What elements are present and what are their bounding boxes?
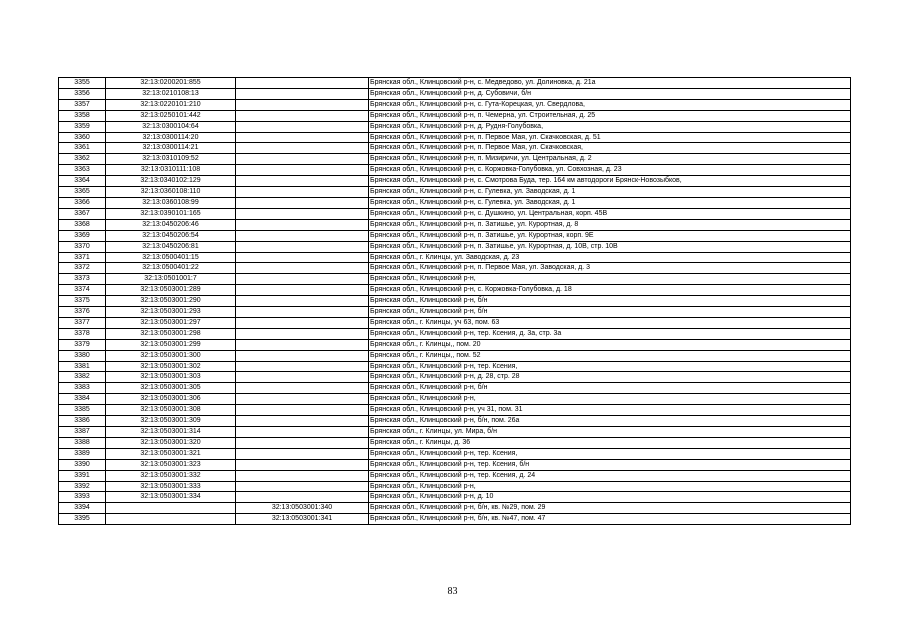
table-row [59, 317, 851, 328]
address-cell: Брянская обл., Клинцовский р-н, с. Коржовка-Голубовка, д. 18 [369, 285, 851, 296]
table-row [59, 383, 851, 394]
cadastral-number-cell: 32:13:0503001:299 [106, 339, 236, 350]
row-number-cell: 3361 [59, 143, 106, 154]
address-cell: Брянская обл., Клинцовский р-н, тер. Ксения, [369, 448, 851, 459]
address-cell: Брянская обл., Клинцовский р-н, п. Затишье, ул. Курортная, д. 8 [369, 219, 851, 230]
cadastral-number-cell: 32:13:0200201:855 [106, 78, 236, 89]
row-number-cell: 3365 [59, 187, 106, 198]
row-number-cell: 3393 [59, 492, 106, 503]
table-body [59, 78, 851, 525]
table-row [59, 514, 851, 525]
table-row [59, 285, 851, 296]
cadastral-number-cell: 32:13:0340102:129 [106, 176, 236, 187]
table-row [59, 197, 851, 208]
related-cadastral-number-cell [236, 285, 369, 296]
related-cadastral-number-cell [236, 165, 369, 176]
table-row [59, 448, 851, 459]
table-row [59, 459, 851, 470]
related-cadastral-number-cell [236, 339, 369, 350]
row-number-cell: 3364 [59, 176, 106, 187]
cadastral-number-cell: 32:13:0503001:300 [106, 350, 236, 361]
table-row [59, 263, 851, 274]
cadastral-number-cell: 32:13:0500401:22 [106, 263, 236, 274]
address-cell: Брянская обл., г. Клинцы, ул. Мира, б/н [369, 427, 851, 438]
row-number-cell: 3390 [59, 459, 106, 470]
cadastral-number-cell: 32:13:0503001:290 [106, 296, 236, 307]
related-cadastral-number-cell [236, 394, 369, 405]
row-number-cell: 3371 [59, 252, 106, 263]
table-row [59, 208, 851, 219]
table-row [59, 361, 851, 372]
table-row [59, 143, 851, 154]
related-cadastral-number-cell [236, 274, 369, 285]
table-row [59, 350, 851, 361]
related-cadastral-number-cell [236, 143, 369, 154]
table-row [59, 121, 851, 132]
row-number-cell: 3381 [59, 361, 106, 372]
address-cell: Брянская обл., Клинцовский р-н, п. Чемерна, ул. Строительная, д. 25 [369, 110, 851, 121]
row-number-cell: 3376 [59, 307, 106, 318]
row-number-cell: 3385 [59, 405, 106, 416]
row-number-cell: 3372 [59, 263, 106, 274]
related-cadastral-number-cell [236, 448, 369, 459]
cadastral-number-cell: 32:13:0503001:306 [106, 394, 236, 405]
cadastral-number-cell: 32:13:0503001:305 [106, 383, 236, 394]
related-cadastral-number-cell [236, 99, 369, 110]
address-cell: Брянская обл., Клинцовский р-н, с. Медведово, ул. Долиновка, д. 21а [369, 78, 851, 89]
related-cadastral-number-cell [236, 230, 369, 241]
row-number-cell: 3357 [59, 99, 106, 110]
table-row [59, 339, 851, 350]
address-cell: Брянская обл., Клинцовский р-н, п. Первое Мая, ул. Заводская, д. 3 [369, 263, 851, 274]
related-cadastral-number-cell [236, 307, 369, 318]
cadastral-number-cell: 32:13:0310109:52 [106, 154, 236, 165]
table-row [59, 296, 851, 307]
table-row [59, 252, 851, 263]
table-row [59, 99, 851, 110]
cadastral-number-cell: 32:13:0500401:15 [106, 252, 236, 263]
table-row [59, 230, 851, 241]
address-cell: Брянская обл., Клинцовский р-н, б/н, кв. №29, пом. 29 [369, 503, 851, 514]
cadastral-number-cell: 32:13:0503001:297 [106, 317, 236, 328]
address-cell: Брянская обл., Клинцовский р-н, с. Смотрова Буда, тер. 164 км автодороги Брянск-Новозыбков, [369, 176, 851, 187]
row-number-cell: 3382 [59, 372, 106, 383]
related-cadastral-number-cell [236, 383, 369, 394]
cadastral-number-cell: 32:13:0390101:165 [106, 208, 236, 219]
address-cell: Брянская обл., г. Клинцы, уч 63, пом. 63 [369, 317, 851, 328]
row-number-cell: 3363 [59, 165, 106, 176]
related-cadastral-number-cell [236, 187, 369, 198]
cadastral-number-cell: 32:13:0360108:99 [106, 197, 236, 208]
related-cadastral-number-cell [236, 121, 369, 132]
related-cadastral-number-cell [236, 78, 369, 89]
cadastral-number-cell: 32:13:0503001:289 [106, 285, 236, 296]
row-number-cell: 3395 [59, 514, 106, 525]
property-table [58, 77, 851, 525]
table-row [59, 219, 851, 230]
row-number-cell: 3355 [59, 78, 106, 89]
cadastral-number-cell: 32:13:0210108:13 [106, 88, 236, 99]
address-cell: Брянская обл., Клинцовский р-н, д. 28, стр. 28 [369, 372, 851, 383]
address-cell: Брянская обл., Клинцовский р-н, тер. Ксения, [369, 361, 851, 372]
row-number-cell: 3392 [59, 481, 106, 492]
page-number: 83 [447, 586, 458, 597]
related-cadastral-number-cell [236, 481, 369, 492]
address-cell: Брянская обл., Клинцовский р-н, тер. Ксения, д. 24 [369, 470, 851, 481]
row-number-cell: 3386 [59, 416, 106, 427]
related-cadastral-number-cell [236, 405, 369, 416]
row-number-cell: 3368 [59, 219, 106, 230]
related-cadastral-number-cell [236, 241, 369, 252]
address-cell: Брянская обл., Клинцовский р-н, п. Мизиричи, ул. Центральная, д. 2 [369, 154, 851, 165]
cadastral-number-cell: 32:13:0250101:442 [106, 110, 236, 121]
row-number-cell: 3379 [59, 339, 106, 350]
address-cell: Брянская обл., Клинцовский р-н, д. Субовичи, б/н [369, 88, 851, 99]
address-cell: Брянская обл., г. Клинцы, д. 36 [369, 437, 851, 448]
cadastral-number-cell [106, 514, 236, 525]
cadastral-number-cell: 32:13:0503001:314 [106, 427, 236, 438]
cadastral-number-cell: 32:13:0503001:320 [106, 437, 236, 448]
address-cell: Брянская обл., Клинцовский р-н, с. Душкино, ул. Центральная, корп. 45В [369, 208, 851, 219]
address-cell: Брянская обл., Клинцовский р-н, с. Гулевка, ул. Заводская, д. 1 [369, 187, 851, 198]
address-cell: Брянская обл., Клинцовский р-н, б/н, пом. 26а [369, 416, 851, 427]
related-cadastral-number-cell: 32:13:0503001:341 [236, 514, 369, 525]
table-row [59, 78, 851, 89]
cadastral-number-cell: 32:13:0501001:7 [106, 274, 236, 285]
cadastral-number-cell: 32:13:0300114:20 [106, 132, 236, 143]
row-number-cell: 3373 [59, 274, 106, 285]
table-row [59, 241, 851, 252]
cadastral-number-cell: 32:13:0220101:210 [106, 99, 236, 110]
address-cell: Брянская обл., Клинцовский р-н, п. Первое Мая, ул. Скачковская, [369, 143, 851, 154]
address-cell: Брянская обл., Клинцовский р-н, б/н [369, 383, 851, 394]
related-cadastral-number-cell [236, 132, 369, 143]
address-cell: Брянская обл., Клинцовский р-н, тер. Ксения, б/н [369, 459, 851, 470]
cadastral-number-cell: 32:13:0503001:302 [106, 361, 236, 372]
table-row [59, 328, 851, 339]
row-number-cell: 3387 [59, 427, 106, 438]
table-row [59, 88, 851, 99]
address-cell: Брянская обл., Клинцовский р-н, [369, 394, 851, 405]
cadastral-number-cell: 32:13:0503001:332 [106, 470, 236, 481]
row-number-cell: 3380 [59, 350, 106, 361]
related-cadastral-number-cell [236, 219, 369, 230]
table-row [59, 165, 851, 176]
row-number-cell: 3362 [59, 154, 106, 165]
row-number-cell: 3359 [59, 121, 106, 132]
table-row [59, 492, 851, 503]
table-row [59, 481, 851, 492]
address-cell: Брянская обл., Клинцовский р-н, д. Рудня-Голубовка, [369, 121, 851, 132]
cadastral-number-cell: 32:13:0450206:81 [106, 241, 236, 252]
table-row [59, 110, 851, 121]
related-cadastral-number-cell [236, 459, 369, 470]
cadastral-number-cell: 32:13:0503001:323 [106, 459, 236, 470]
cadastral-number-cell [106, 503, 236, 514]
related-cadastral-number-cell: 32:13:0503001:340 [236, 503, 369, 514]
related-cadastral-number-cell [236, 350, 369, 361]
address-cell: Брянская обл., Клинцовский р-н, с. Гута-Корецкая, ул. Свердлова, [369, 99, 851, 110]
address-cell: Брянская обл., Клинцовский р-н, уч 31, пом. 31 [369, 405, 851, 416]
address-cell: Брянская обл., г. Клинцы,, пом. 52 [369, 350, 851, 361]
address-cell: Брянская обл., г. Клинцы, ул. Заводская, д. 23 [369, 252, 851, 263]
related-cadastral-number-cell [236, 470, 369, 481]
related-cadastral-number-cell [236, 263, 369, 274]
address-cell: Брянская обл., Клинцовский р-н, с. Коржовка-Голубовка, ул. Совхозная, д. 23 [369, 165, 851, 176]
address-cell: Брянская обл., Клинцовский р-н, б/н, кв. №47, пом. 47 [369, 514, 851, 525]
related-cadastral-number-cell [236, 154, 369, 165]
cadastral-number-cell: 32:13:0503001:334 [106, 492, 236, 503]
row-number-cell: 3360 [59, 132, 106, 143]
table-row [59, 154, 851, 165]
table-row [59, 470, 851, 481]
related-cadastral-number-cell [236, 416, 369, 427]
related-cadastral-number-cell [236, 372, 369, 383]
related-cadastral-number-cell [236, 252, 369, 263]
cadastral-number-cell: 32:13:0300104:64 [106, 121, 236, 132]
table-row [59, 132, 851, 143]
table-row [59, 405, 851, 416]
table-row [59, 307, 851, 318]
address-cell: Брянская обл., Клинцовский р-н, [369, 274, 851, 285]
address-cell: Брянская обл., Клинцовский р-н, с. Гулевка, ул. Заводская, д. 1 [369, 197, 851, 208]
cadastral-number-cell: 32:13:0310111:108 [106, 165, 236, 176]
table-row [59, 427, 851, 438]
cadastral-number-cell: 32:13:0503001:321 [106, 448, 236, 459]
related-cadastral-number-cell [236, 197, 369, 208]
address-cell: Брянская обл., Клинцовский р-н, п. Затишье, ул. Курортная, корп. 9Е [369, 230, 851, 241]
related-cadastral-number-cell [236, 110, 369, 121]
related-cadastral-number-cell [236, 208, 369, 219]
cadastral-number-cell: 32:13:0503001:333 [106, 481, 236, 492]
table-row [59, 437, 851, 448]
row-number-cell: 3367 [59, 208, 106, 219]
cadastral-number-cell: 32:13:0300114:21 [106, 143, 236, 154]
related-cadastral-number-cell [236, 492, 369, 503]
row-number-cell: 3356 [59, 88, 106, 99]
address-cell: Брянская обл., Клинцовский р-н, п. Затишье, ул. Курортная, д. 10В, стр. 10В [369, 241, 851, 252]
related-cadastral-number-cell [236, 328, 369, 339]
related-cadastral-number-cell [236, 296, 369, 307]
cadastral-number-cell: 32:13:0503001:293 [106, 307, 236, 318]
address-cell: Брянская обл., Клинцовский р-н, б/н [369, 296, 851, 307]
related-cadastral-number-cell [236, 317, 369, 328]
table-row [59, 372, 851, 383]
table-row [59, 187, 851, 198]
address-cell: Брянская обл., Клинцовский р-н, п. Первое Мая, ул. Скачковская, д. 51 [369, 132, 851, 143]
address-cell: Брянская обл., Клинцовский р-н, [369, 481, 851, 492]
address-cell: Брянская обл., г. Клинцы,, пом. 20 [369, 339, 851, 350]
cadastral-number-cell: 32:13:0450206:46 [106, 219, 236, 230]
table-row [59, 394, 851, 405]
row-number-cell: 3388 [59, 437, 106, 448]
address-cell: Брянская обл., Клинцовский р-н, д. 10 [369, 492, 851, 503]
row-number-cell: 3370 [59, 241, 106, 252]
cadastral-number-cell: 32:13:0503001:308 [106, 405, 236, 416]
cadastral-number-cell: 32:13:0503001:309 [106, 416, 236, 427]
row-number-cell: 3383 [59, 383, 106, 394]
row-number-cell: 3378 [59, 328, 106, 339]
cadastral-number-cell: 32:13:0360108:110 [106, 187, 236, 198]
related-cadastral-number-cell [236, 361, 369, 372]
row-number-cell: 3369 [59, 230, 106, 241]
row-number-cell: 3358 [59, 110, 106, 121]
row-number-cell: 3391 [59, 470, 106, 481]
table-row [59, 416, 851, 427]
address-cell: Брянская обл., Клинцовский р-н, тер. Ксения, д. 3а, стр. 3а [369, 328, 851, 339]
row-number-cell: 3377 [59, 317, 106, 328]
table-row [59, 176, 851, 187]
row-number-cell: 3375 [59, 296, 106, 307]
related-cadastral-number-cell [236, 427, 369, 438]
related-cadastral-number-cell [236, 437, 369, 448]
row-number-cell: 3366 [59, 197, 106, 208]
row-number-cell: 3374 [59, 285, 106, 296]
row-number-cell: 3389 [59, 448, 106, 459]
address-cell: Брянская обл., Клинцовский р-н, б/н [369, 307, 851, 318]
related-cadastral-number-cell [236, 88, 369, 99]
row-number-cell: 3394 [59, 503, 106, 514]
row-number-cell: 3384 [59, 394, 106, 405]
cadastral-number-cell: 32:13:0503001:298 [106, 328, 236, 339]
table-row [59, 503, 851, 514]
related-cadastral-number-cell [236, 176, 369, 187]
table-row [59, 274, 851, 285]
cadastral-number-cell: 32:13:0503001:303 [106, 372, 236, 383]
cadastral-number-cell: 32:13:0450206:54 [106, 230, 236, 241]
